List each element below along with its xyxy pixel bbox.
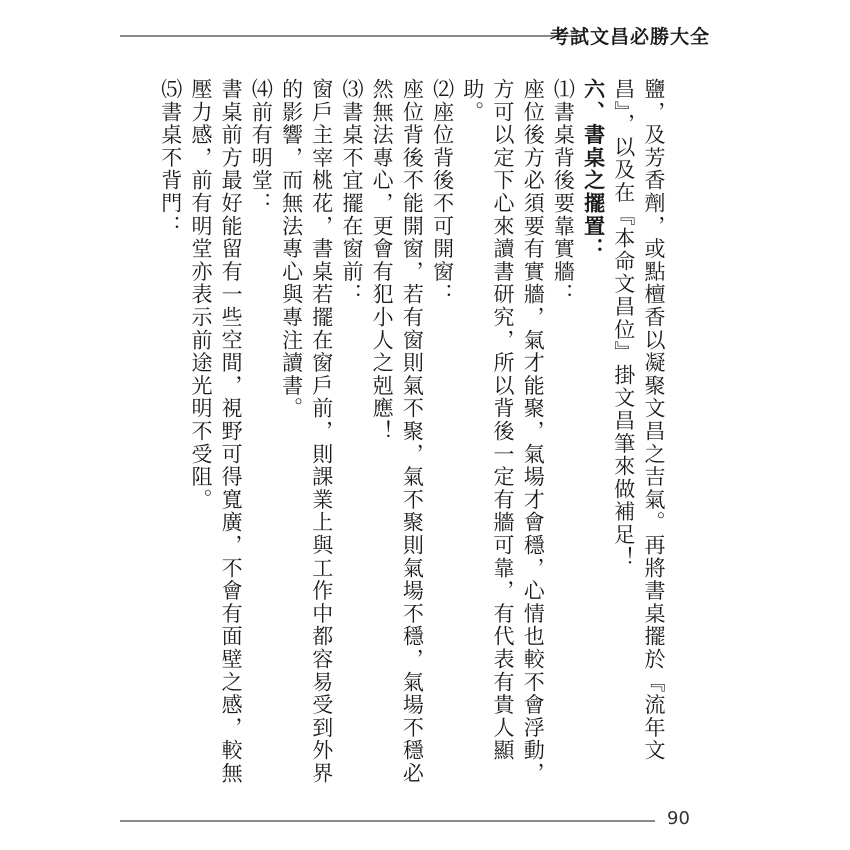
header-rule [120,35,580,37]
item-heading-2: ⑵座位背後不可開窗： [430,78,455,306]
page-number: 90 [667,808,690,829]
paragraph-item-3: 窗戶主宰桃花，書桌若擺在窗戶前，則課業上與工作中都容易受到外界的影響，而無法專心與專注讀書。 [279,78,334,785]
item-heading-4: ⑷前有明堂： [249,78,274,215]
item-heading-3: ⑶書桌不宜擺在窗前： [339,78,364,306]
item-heading-5: ⑸書桌不背門： [158,78,183,238]
paragraph-item-1: 座位後方必須要有實牆，氣才能聚，氣場才會穩，心情也較不會浮動，方可以定下心來讀書研究，所以背後一定有牆可靠，有代表有貴人顯助。 [460,78,546,785]
item-heading-1: ⑴書桌背後要靠實牆： [551,78,576,306]
running-header-title: 考試文昌必勝大全 [549,26,710,48]
paragraph-item-2: 座位背後不能開窗，若有窗則氣不聚，氣不聚則氣場不穩，氣場不穩必然無法專心，更會有犯小人之剋應！ [370,78,425,785]
paragraph-item-4: 書桌前方最好能留有一些空間，視野可得寬廣，不會有面壁之感，較無壓力感，前有明堂亦表示前途光明不受阻。 [188,78,244,785]
vertical-body-text [158,78,669,800]
paragraph-intro: 鹽，及芳香劑，或點檀香以凝聚文昌之吉氣。再將書桌擺於『流年文昌』，以及在『本命文昌位』掛文昌筆來做補足！ [611,78,666,762]
footer-rule [120,820,655,822]
section-heading: 六、書桌之擺置： [581,78,607,261]
